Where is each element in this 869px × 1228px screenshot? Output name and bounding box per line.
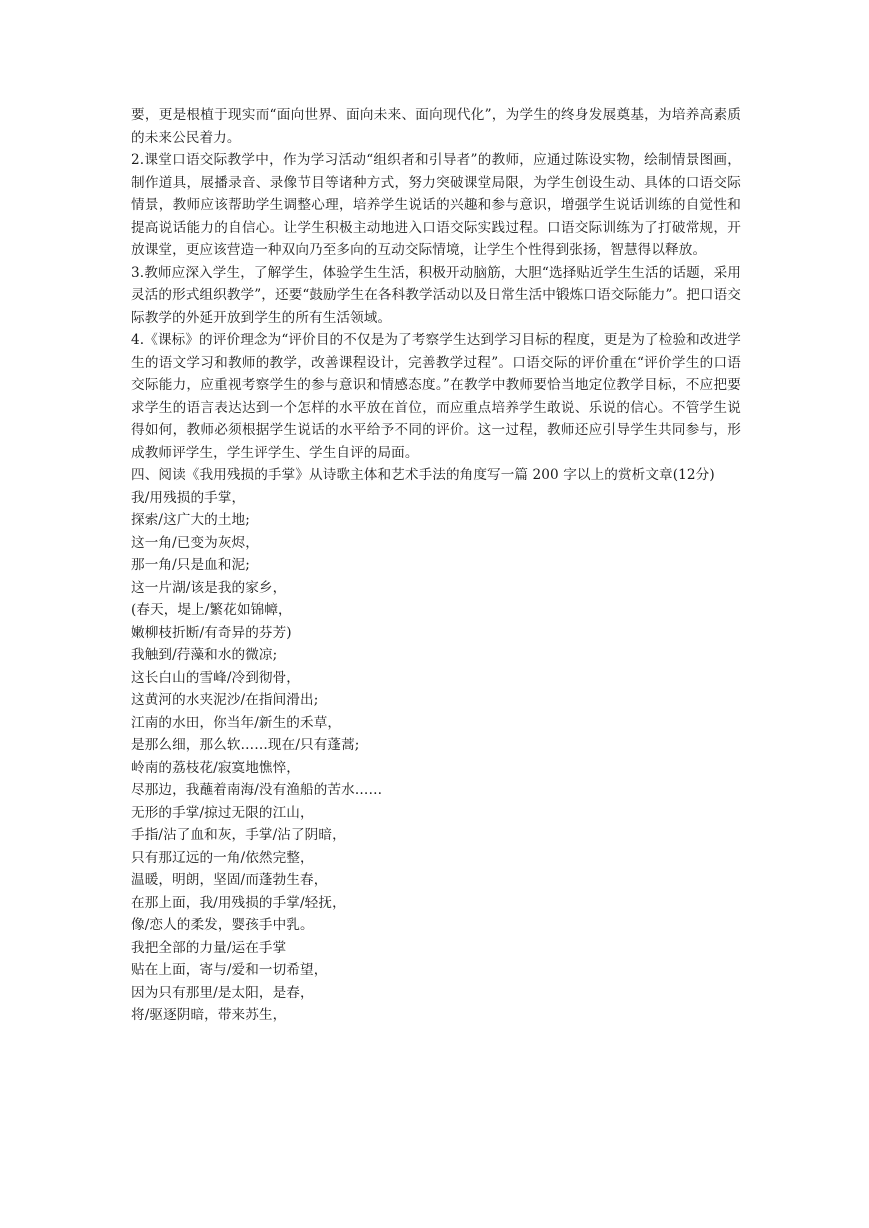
paragraph-point-4: 4.《课标》的评价理念为“评价目的不仅是为了考察学生达到学习目标的程度，更是为了检验和改进学生的语文学习和教师的教学，改善课程设计，完善教学过程”。口语交际的评价重在“评价学生的口语交际能力，应重视考察学生的参与意识和情感态度。”在教学中教师要恰当地定位教学目标，不应把要求学生的语言表达达到一个怎样的水平放在首位，而应重点培养学生敢说、乐说的信心。不管学生说得如何，教师必须根据学生说话的水平给予不同的评价。这一过程，教师还应引导学生共同参与，形成教师评学生，学生评学生、学生自评的局面。 bbox=[131, 332, 742, 461]
poem-line: 像/恋人的柔发，婴孩手中乳。 bbox=[131, 917, 314, 933]
poem-line: 贴在上面，寄与/爱和一切希望， bbox=[131, 962, 328, 978]
paragraph-continuation: 要，更是根植于现实而“面向世界、面向未来、面向现代化”，为学生的终身发展奠基，为培养高素质的未来公民着力。 bbox=[131, 107, 741, 146]
poem-line: 探索/这广大的土地; bbox=[131, 512, 250, 528]
section-4-question: 四、阅读《我用残损的手掌》从诗歌主体和艺术手法的角度写一篇 200 字以上的赏析文章(12分) bbox=[131, 467, 715, 483]
document-page bbox=[131, 104, 741, 1027]
paragraph-point-3: 3.教师应深入学生，了解学生，体验学生生活，积极开动脑筋，大胆“选择贴近学生生活的话题，采用灵活的形式组织教学”，还要“鼓励学生在各科教学活动以及日常生活中锻炼口语交际能力”。把口语交际教学的外延开放到学生的所有生活领域。 bbox=[131, 264, 741, 326]
poem-line: 这黄河的水夹泥沙/在指间滑出; bbox=[131, 692, 319, 708]
poem-line: 无形的手掌/掠过无限的江山， bbox=[131, 804, 314, 821]
poem-line: 在那上面，我/用残损的手掌/轻抚， bbox=[131, 894, 346, 911]
poem-line: 这一片湖/该是我的家乡， bbox=[131, 579, 287, 596]
paragraph-point-2: 2.课堂口语交际教学中，作为学习活动“组织者和引导者”的教师，应通过陈设实物，绘制情景图画，制作道具，展播录音、录像节目等诸种方式，努力突破课堂局限，为学生创设生动、具体的口语交际情景，教师应该帮助学生调整心理，培养学生说话的兴趣和参与意识，增强学生说话训练的自觉性和提高说话能力的自信心。让学生积极主动地进入口语交际实践过程。口语交际训练为了打破常规，开放课堂，更应该营造一种双向乃至多向的互动交际情境，让学生个性得到张扬，智慧得以释放。 bbox=[131, 152, 741, 258]
poem-line: 我把全部的力量/运在手掌 bbox=[131, 939, 287, 956]
poem-line: 我触到/荇藻和水的微凉; bbox=[131, 647, 278, 663]
poem-line: (春天，堤上/繁花如锦幛， bbox=[131, 602, 292, 618]
poem-line: 这长白山的雪峰/冷到彻骨， bbox=[131, 669, 301, 686]
poem-line: 这一角/已变为灰烬， bbox=[131, 534, 259, 551]
poem-line: 手指/沾了血和灰，手掌/沾了阴暗， bbox=[131, 827, 346, 843]
poem bbox=[131, 487, 741, 1027]
poem-line: 将/驱逐阴暗，带来苏生， bbox=[131, 1007, 287, 1023]
poem-line: 那一角/只是血和泥; bbox=[131, 557, 250, 573]
poem-line: 江南的水田，你当年/新生的禾草， bbox=[131, 714, 342, 731]
poem-line: 嫩柳枝折断/有奇异的芬芳) bbox=[131, 624, 292, 641]
poem-line: 我/用残损的手掌， bbox=[131, 489, 246, 506]
poem-line: 因为只有那里/是太阳，是春， bbox=[131, 984, 314, 1001]
poem-line: 是那么细，那么软……现在/只有蓬蒿; bbox=[131, 737, 360, 753]
poem-line: 温暖，明朗，坚固/而蓬勃生春， bbox=[131, 872, 328, 888]
poem-line: 只有那辽远的一角/依然完整， bbox=[131, 849, 314, 866]
poem-line: 岭南的荔枝花/寂寞地憔悴， bbox=[131, 759, 301, 776]
poem-line: 尽那边，我蘸着南海/没有渔船的苦水…… bbox=[131, 782, 383, 798]
